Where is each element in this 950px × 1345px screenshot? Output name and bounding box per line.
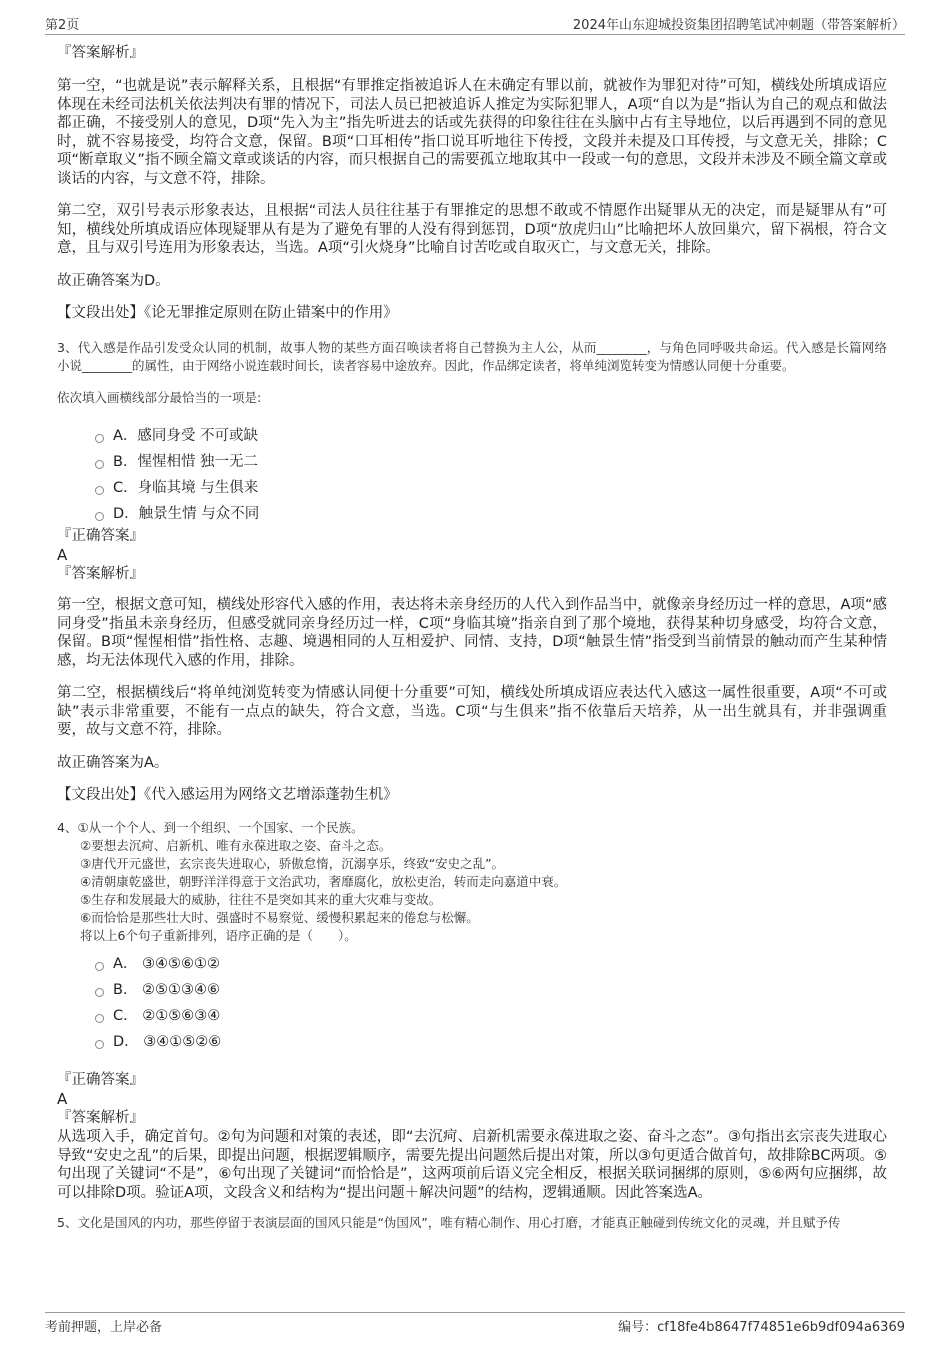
option-c[interactable]: C． ②①⑤⑥③④ — [95, 1003, 887, 1029]
radio-icon[interactable] — [95, 486, 104, 495]
document-body — [57, 44, 887, 1296]
question-4-sentence: ⑥而恰恰是那些壮大时、强盛时不易察觉、缓慢积累起来的倦怠与松懈。 — [80, 910, 479, 925]
radio-icon[interactable] — [95, 460, 104, 469]
page-footer — [45, 1312, 905, 1334]
option-b[interactable]: B．惺惺相惜 独一无二 — [95, 449, 887, 475]
page-header — [45, 14, 905, 35]
analysis-label: 『答案解析』 — [57, 45, 144, 61]
correct-answer-label: 『正确答案』 — [57, 528, 144, 544]
question-3-text: 3、代入感是作品引发受众认同的机制，故事人物的某些方面召唤读者将自己替换为主人公，从而________，与角色同呼吸共命运。代入感是长篇网络小说________的属性，由于网络小说连载时间长，读者容易中途放弃。因此，作品绑定读者，将单纯浏览转变为情感认同便十分重要。 — [57, 340, 887, 373]
document-id: 编号：cf18fe4b8647f74851e6b9df094a6369 — [618, 1320, 905, 1335]
radio-icon[interactable] — [95, 434, 104, 443]
footer-slogan: 考前押题，上岸必备 — [45, 1320, 163, 1335]
question-4-options — [95, 951, 887, 1055]
analysis-label: 『答案解析』 — [57, 1110, 144, 1126]
source-citation: 【文段出处】《代入感运用为网络文艺增添蓬勃生机》 — [57, 787, 398, 803]
question-3-options — [95, 423, 887, 527]
radio-icon[interactable] — [95, 512, 104, 521]
document-title: 2024年山东迎城投资集团招聘笔试冲刺题（带答案解析） — [572, 18, 905, 33]
radio-icon[interactable] — [95, 962, 104, 971]
question-4-sentence: ⑤生存和发展最大的威胁，往往不是突如其来的重大灾难与变故。 — [80, 892, 442, 907]
question-4-sentence: ④清朝康乾盛世，朝野洋洋得意于文治武功，奢靡腐化，放松吏治，转而走向嘉道中衰。 — [80, 874, 567, 889]
analysis-paragraph: 第一空，根据文意可知，横线处形容代入感的作用，表达将未亲身经历的人代入到作品当中，就像亲身经历过一样的意思，A项“感同身受”指虽未亲身经历，但感受就同亲身经历过一样，C项“身临其境”指亲自到了那个境地，获得某种切身感受，均符合文意，保留。B项“惺惺相惜”指性格、志趣、境遇相同的人互相爱护、同情、支持，D项“触景生情”指受到当前情景的触动而产生某种情感，均无法体现代入感的作用，排除。 — [57, 597, 887, 669]
question-3-prompt: 依次填入画横线部分最恰当的一项是: — [57, 390, 262, 405]
option-d[interactable]: D． ③④①⑤②⑥ — [95, 1029, 887, 1055]
analysis-paragraph: 第二空，根据横线后“将单纯浏览转变为情感认同便十分重要”可知，横线处所填成语应表达代入感这一属性很重要，A项“不可或缺”表示非常重要，不能有一点点的缺失，符合文意，当选。C项“与生俱来”指不依靠后天培养，从一出生就具有，并非强调重要，故与文意不符，排除。 — [57, 685, 887, 738]
analysis-paragraph: 从选项入手，确定首句。②句为问题和对策的表述，即“去沉疴、启新机需要永葆进取之姿、奋斗之态”。③句指出玄宗丧失进取心导致“安史之乱”的后果，即提出问题，根据逻辑顺序，需要先提出问题然后提出对策，所以③句更适合做首句，故排除BC两项。⑤句出现了关键词“不是”，⑥句出现了关键词“而恰恰是”，这两项前后语义完全相反，根据关联词捆绑的原则，⑤⑥两句应捆绑，故可以排除D项。验证A项，文段含义和结构为“提出问题＋解决问题”的结构，逻辑通顺。因此答案选A。 — [57, 1129, 887, 1201]
correct-answer: A — [57, 546, 68, 564]
page-number: 第2页 — [45, 18, 80, 33]
radio-icon[interactable] — [95, 1040, 104, 1049]
answer-conclusion: 故正确答案为D。 — [57, 272, 170, 289]
option-d[interactable]: D．触景生情 与众不同 — [95, 501, 887, 527]
correct-answer-label: 『正确答案』 — [57, 1072, 144, 1088]
radio-icon[interactable] — [95, 1014, 104, 1023]
option-b[interactable]: B． ②⑤①③④⑥ — [95, 977, 887, 1003]
question-5-text: 5、文化是国风的内功，那些停留于表演层面的国风只能是“伪国风”，唯有精心制作、用心打磨，才能真正触碰到传统文化的灵魂，并且赋予传 — [57, 1215, 841, 1230]
question-4-sentence: ③唐代开元盛世，玄宗丧失进取心，骄傲怠惰，沉溺享乐，终致“安史之乱”。 — [80, 856, 505, 871]
question-4-sentence: ②要想去沉疴、启新机、唯有永葆进取之姿、奋斗之态。 — [80, 838, 392, 853]
option-a[interactable]: A． ③④⑤⑥①② — [95, 951, 887, 977]
option-a[interactable]: A．感同身受 不可或缺 — [95, 423, 887, 449]
source-citation: 【文段出处】《论无罪推定原则在防止错案中的作用》 — [57, 305, 398, 321]
analysis-paragraph: 第一空，“也就是说”表示解释关系，且根据“有罪推定指被追诉人在未确定有罪以前，就被作为罪犯对待”可知，横线处所填成语应体现在未经司法机关依法判决有罪的情况下，司法人员已把被追诉人推定为实际犯罪人，A项“自以为是”指认为自己的观点和做法都正确，不接受别人的意见，D项“先入为主”指先听进去的话或先获得的印象往往在头脑中占有主导地位，以后再遇到不同的意见时，就不容易接受，均符合文意，保留。B项“口耳相传”指口说耳听地往下传授，文段并未提及口耳传授，与文意无关，排除；C项“断章取义”指不顾全篇文章或谈话的内容，而只根据自己的需要孤立地取其中一段或一句的意思，文段并未涉及不顾全篇文章或谈话的内容，与文意不符，排除。 — [57, 78, 887, 187]
analysis-label: 『答案解析』 — [57, 566, 144, 582]
question-4-intro: 4、①从一个个人、到一个组织、一个国家、一个民族。 — [57, 820, 364, 835]
radio-icon[interactable] — [95, 988, 104, 997]
option-c[interactable]: C．身临其境 与生俱来 — [95, 475, 887, 501]
analysis-paragraph: 第二空，双引号表示形象表达，且根据“司法人员往往基于有罪推定的思想不敢或不情愿作出疑罪从无的决定，而是疑罪从有”可知，横线处所填成语应体现疑罪从有是为了避免有罪的人没有得到惩罚，D项“放虎归山”比喻把坏人放回巢穴，留下祸根，符合文意，且与双引号连用为形象表达，当选。A项“引火烧身”比喻自讨苦吃或自取灭亡，与文意无关，排除。 — [57, 203, 887, 256]
answer-conclusion: 故正确答案为A。 — [57, 754, 169, 771]
question-4-prompt: 将以上6个句子重新排列，语序正确的是（ ）。 — [80, 928, 357, 943]
correct-answer: A — [57, 1090, 68, 1108]
